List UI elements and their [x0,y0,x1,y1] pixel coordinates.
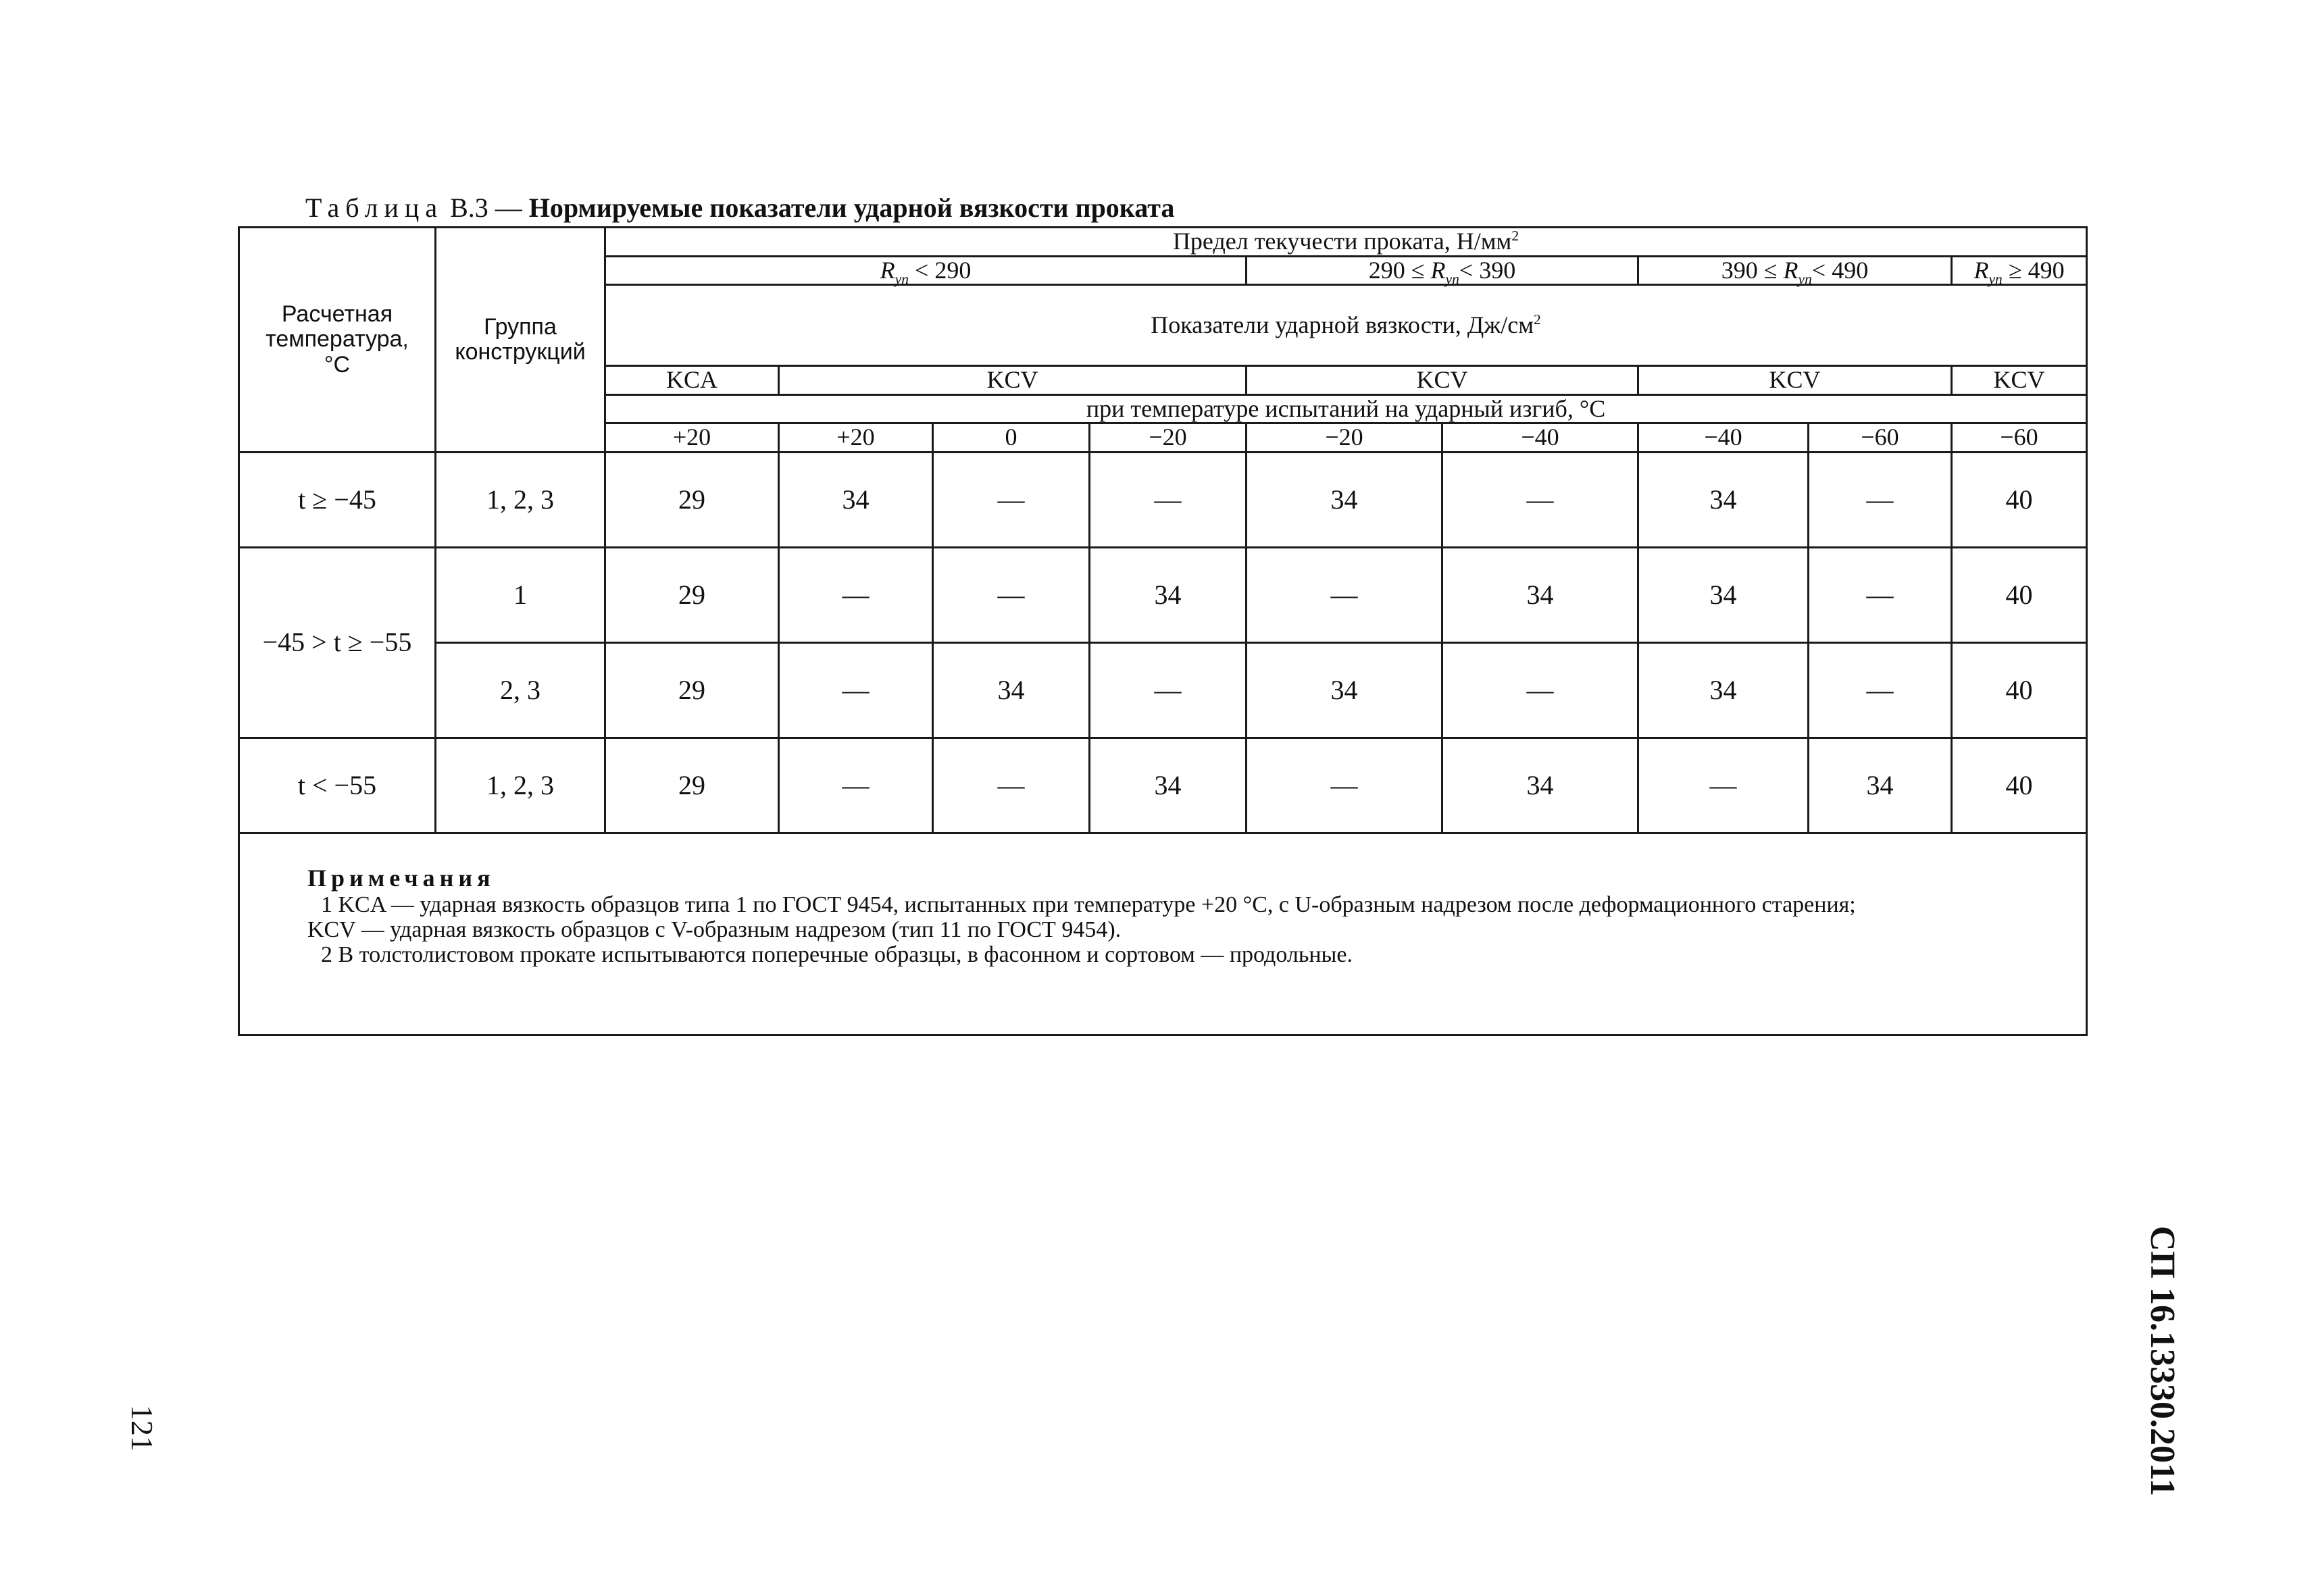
header-range [1247,256,1638,285]
row-temp: t < −55 [239,738,436,833]
header-type: KCV [1638,366,1952,395]
table-cell: — [1442,452,1638,547]
notes-title: Примечания [307,864,495,892]
impact-sup: 2 [1534,311,1541,328]
impact-label: Показатели ударной вязкости, Дж/см [1151,311,1534,338]
header-range [1952,256,2087,285]
table-cell: 29 [605,738,779,833]
table-caption [305,192,1175,223]
table-cell: 40 [1952,547,2087,642]
range-pre: 390 ≤ [1721,256,1784,284]
table-cell: 40 [1952,452,2087,547]
row-temp: t ≥ −45 [239,452,436,547]
table-cell: 29 [605,452,779,547]
table-row [239,642,2087,738]
table-cell: 34 [1247,452,1442,547]
table-cell: 34 [1638,642,1809,738]
header-type: KCV [1247,366,1638,395]
table-cell: — [933,452,1090,547]
document-code: СП 16.13330.2011 [2143,1226,2182,1497]
note-line: 1 KCA — ударная вязкость образцов типа 1 по ГОСТ 9454, испытанных при температуре +20 °С, с U-образным надрезом после деформационного старения; [321,892,1856,917]
range-pre: 290 ≤ [1368,256,1431,284]
header-design-temp [239,228,436,453]
header-group [436,228,605,453]
table-cell: — [933,547,1090,642]
header-range [605,256,1247,285]
header-row-yield [239,228,2087,257]
range-var: R [1430,256,1446,284]
table-cell: — [1809,547,1952,642]
range-post: < 390 [1459,256,1516,284]
table-cell: 34 [1442,738,1638,833]
caption-title: Нормируемые показатели ударной вязкости проката [528,192,1175,223]
row-temp: −45 > t ≥ −55 [239,547,436,738]
header-temp: 0 [933,423,1090,453]
range-post: ≥ 490 [2002,256,2065,284]
header-temp: −20 [1090,423,1247,453]
table-cell: — [1090,642,1247,738]
notes-cell [239,833,2087,1035]
header-design-temp-line: Расчетная [281,301,393,327]
table-cell: 34 [1090,738,1247,833]
table-cell: 34 [1638,547,1809,642]
range-post: < 290 [909,256,972,284]
table-cell: — [1247,738,1442,833]
header-type: KCA [605,366,779,395]
table-cell: 34 [779,452,933,547]
table-cell: 34 [1247,642,1442,738]
row-group: 1 [436,547,605,642]
yield-unit-sup: 2 [1511,228,1519,244]
table-cell: — [1638,738,1809,833]
table-cell: 34 [933,642,1090,738]
header-temp: −20 [1247,423,1442,453]
table-cell: — [933,738,1090,833]
table-cell: — [1090,452,1247,547]
table-cell: — [1809,642,1952,738]
row-group: 1, 2, 3 [436,452,605,547]
header-temp: −40 [1442,423,1638,453]
table-cell: — [779,738,933,833]
range-var: R [1783,256,1799,284]
header-yield-strength [605,228,2087,257]
notes-row [239,833,2087,1035]
yield-strength-label: Предел текучести проката, Н/мм [1172,228,1512,255]
table-row [239,738,2087,833]
range-sub: yn [895,270,909,287]
header-range [1638,256,1952,285]
table-cell: 34 [1442,547,1638,642]
header-temp: −60 [1809,423,1952,453]
header-design-temp-line: °С [324,351,351,378]
range-var: R [880,256,895,284]
caption-number: В.3 — [450,192,529,223]
note-line: KCV — ударная вязкость образцов с V-образным надрезом (тип 11 по ГОСТ 9454). [307,917,1122,942]
header-temp: +20 [779,423,933,453]
header-temp: +20 [605,423,779,453]
caption-prefix: Таблица [305,192,444,223]
table-cell: 40 [1952,642,2087,738]
range-sub: yn [1988,270,2003,287]
range-post: < 490 [1811,256,1869,284]
table-cell: 29 [605,642,779,738]
table-cell: 40 [1952,738,2087,833]
header-group-line: конструкций [455,338,586,365]
header-test-temp: при температуре испытаний на ударный изгиб, °С [605,394,2087,423]
header-impact [605,285,2087,366]
header-design-temp-line: температура, [266,326,409,353]
range-sub: yn [1445,270,1459,287]
header-group-line: Группа [484,313,557,340]
header-type: KCV [779,366,1247,395]
header-type: KCV [1952,366,2087,395]
table-cell: — [779,642,933,738]
page-number: 121 [125,1405,159,1451]
header-temp: −60 [1952,423,2087,453]
table-row [239,452,2087,547]
header-temp: −40 [1638,423,1809,453]
table-cell: — [779,547,933,642]
range-var: R [1973,256,1989,284]
impact-toughness-table [238,226,2088,1036]
table-cell: 34 [1809,738,1952,833]
table-cell: 29 [605,547,779,642]
table-cell: — [1809,452,1952,547]
row-group: 2, 3 [436,642,605,738]
note-line: 2 В толстолистовом прокате испытываются поперечные образцы, в фасонном и сортовом — продольные. [321,942,1353,968]
table-cell: — [1247,547,1442,642]
table-cell: 34 [1638,452,1809,547]
table-cell: 34 [1090,547,1247,642]
range-sub: yn [1798,270,1812,287]
table-row [239,547,2087,642]
table-cell: — [1442,642,1638,738]
row-group: 1, 2, 3 [436,738,605,833]
